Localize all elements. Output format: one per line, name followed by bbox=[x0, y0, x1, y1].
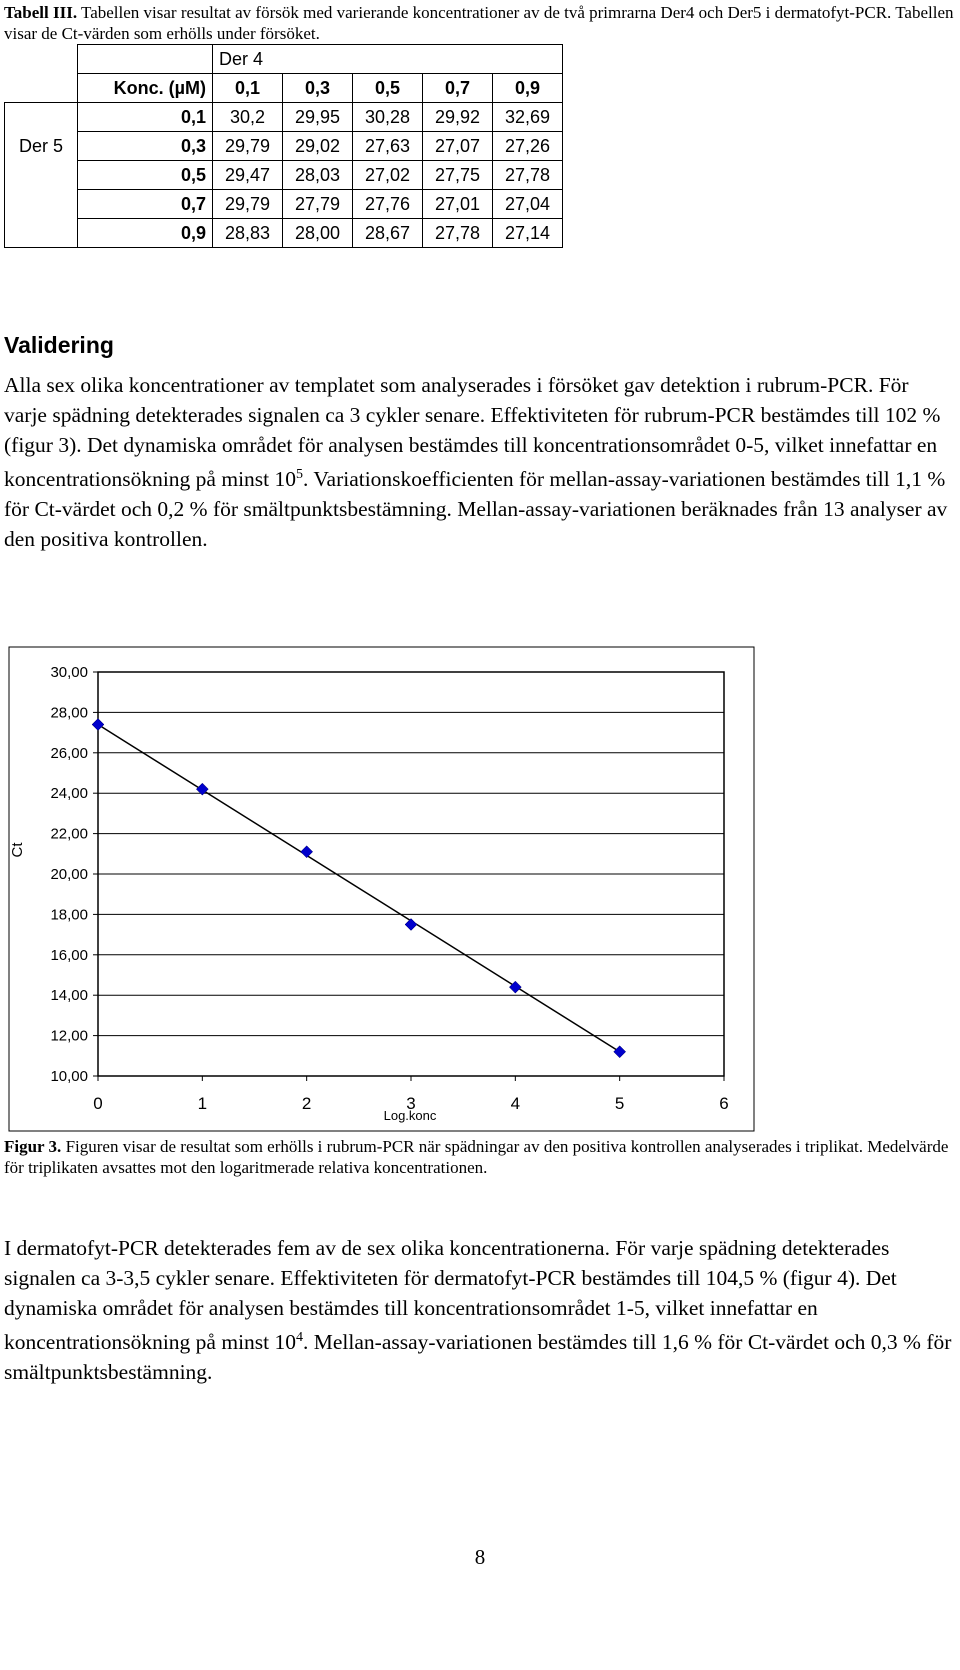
column-header: 0,3 bbox=[283, 74, 353, 103]
table-cell: 28,67 bbox=[353, 219, 423, 248]
table-cell: 27,14 bbox=[493, 219, 563, 248]
table-caption-text: Tabellen visar resultat av försök med varierande koncentrationer av de två primrarna Der4 och Der5 i dermatofyt-PCR. Tabellen visar de Ct-värden som erhölls under försöket. bbox=[4, 3, 954, 43]
x-axis-label: Log.konc bbox=[383, 1108, 437, 1123]
y-tick-label: 14,00 bbox=[50, 987, 88, 1005]
table-cell: 27,01 bbox=[423, 190, 493, 219]
y-tick-label: 16,00 bbox=[50, 946, 88, 964]
table-row bbox=[5, 103, 563, 132]
table-cell: 27,04 bbox=[493, 190, 563, 219]
table-row bbox=[5, 190, 563, 219]
row-label: 0,3 bbox=[78, 132, 213, 161]
table-cell: 27,78 bbox=[423, 219, 493, 248]
table-cell: 29,47 bbox=[213, 161, 283, 190]
table-cell: 30,28 bbox=[353, 103, 423, 132]
section-heading: Validering bbox=[4, 332, 114, 358]
table-row bbox=[5, 219, 563, 248]
table-header-row bbox=[5, 74, 563, 103]
paragraph-text: Alla sex olika koncentrationer av templatet som analyserades i försöket gav detektion i rubrum-PCR. För varje spädning detekterades signalen ca 3 cykler senare. Effektiviteten för rubrum-PCR bestämdes till 102 % (figur 3). Det dynamiska området för analysen bestämdes till koncentrationsområdet 0-5, vilket innefattar en koncentrationsökning på minst 10 bbox=[4, 373, 941, 492]
chart-frame bbox=[9, 647, 754, 1131]
ct-standard-curve-chart bbox=[0, 645, 960, 1135]
column-header: 0,9 bbox=[493, 74, 563, 103]
x-tick-label: 0 bbox=[93, 1094, 103, 1113]
y-tick-label: 26,00 bbox=[50, 744, 88, 762]
x-tick-label: 6 bbox=[719, 1094, 729, 1113]
table-cell: 27,79 bbox=[283, 190, 353, 219]
row-label: 0,7 bbox=[78, 190, 213, 219]
row-label: 0,1 bbox=[78, 103, 213, 132]
y-tick-label: 24,00 bbox=[50, 785, 88, 803]
data-point bbox=[301, 846, 313, 858]
table-cell: 29,79 bbox=[213, 132, 283, 161]
data-point bbox=[405, 919, 417, 931]
figure-caption-label: Figur 3. bbox=[4, 1137, 62, 1156]
table-cell: 32,69 bbox=[493, 103, 563, 132]
plot-area bbox=[50, 664, 728, 1113]
table-cell: 29,92 bbox=[423, 103, 493, 132]
row-label: 0,5 bbox=[78, 161, 213, 190]
figure-caption-text: Figuren visar de resultat som erhölls i rubrum-PCR när spädningar av den positiva kontrollen analyserades i triplikat. Medelvärde för triplikaten avsattes mot den logaritmerade relativa koncentrationen. bbox=[4, 1137, 949, 1177]
x-tick-label: 1 bbox=[197, 1094, 208, 1113]
table-cell: 30,2 bbox=[213, 103, 283, 132]
x-tick-label: 4 bbox=[510, 1094, 521, 1113]
paragraph-text: I dermatofyt-PCR detekterades fem av de sex olika koncentrationerna. För varje spädning detekterades signalen ca 3-3,5 cykler senare. Effektiviteten för dermatofyt-PCR bestämdes till 104,5 % (figur 4). Det dynamiska området för analysen bestämdes till koncentrationsområdet 1-5, vilket innefattar en koncentrationsökning på minst 10 bbox=[4, 1236, 897, 1355]
table-cell: 29,79 bbox=[213, 190, 283, 219]
corner-label: Konc. (µM) bbox=[78, 74, 213, 103]
table-cell: 29,02 bbox=[283, 132, 353, 161]
validation-paragraph bbox=[4, 370, 954, 554]
y-axis-label: Ct bbox=[9, 842, 26, 858]
table-cell: 29,95 bbox=[283, 103, 353, 132]
figure-caption bbox=[4, 1136, 954, 1178]
row-label: 0,9 bbox=[78, 219, 213, 248]
paragraph-text: . Variationskoefficienten för mellan-assay-variationen bestämdes till 1,1 % för Ct-värdet och 0,2 % för smältpunktsbestämning. Mellan-assay-variationen beräknades från 13 analyser av den positiva kontrollen. bbox=[4, 467, 948, 552]
table-cell: 27,63 bbox=[353, 132, 423, 161]
table-cell: 27,76 bbox=[353, 190, 423, 219]
paragraph-superscript: 4 bbox=[296, 1330, 304, 1345]
data-point bbox=[92, 719, 104, 731]
table-cell: 28,00 bbox=[283, 219, 353, 248]
column-header: 0,5 bbox=[353, 74, 423, 103]
row-group-label: Der 5 bbox=[5, 132, 78, 161]
x-tick-label: 2 bbox=[301, 1094, 312, 1113]
column-header: 0,7 bbox=[423, 74, 493, 103]
x-tick-label: 5 bbox=[614, 1094, 625, 1113]
table-cell: 28,03 bbox=[283, 161, 353, 190]
paragraph-superscript: 5 bbox=[296, 467, 304, 482]
y-tick-label: 18,00 bbox=[50, 906, 88, 924]
table-header-group-row bbox=[5, 45, 563, 74]
column-header: 0,1 bbox=[213, 74, 283, 103]
x-tick-label: 3 bbox=[406, 1094, 416, 1113]
table-cell: 27,07 bbox=[423, 132, 493, 161]
y-tick-label: 12,00 bbox=[50, 1027, 88, 1045]
trendline bbox=[98, 725, 620, 1052]
y-tick-label: 20,00 bbox=[50, 866, 88, 883]
col-group-label: Der 4 bbox=[213, 45, 563, 74]
table-row bbox=[5, 161, 563, 190]
table-cell: 28,83 bbox=[213, 219, 283, 248]
table-cell: 27,78 bbox=[493, 161, 563, 190]
table-row bbox=[5, 132, 563, 161]
y-tick-label: 22,00 bbox=[50, 825, 88, 843]
table-cell: 27,02 bbox=[353, 161, 423, 190]
paragraph-text: . Mellan-assay-variationen bestämdes till 1,6 % för Ct-värdet och 0,3 % för smältpunktsbestämning. bbox=[4, 1330, 952, 1385]
y-tick-label: 28,00 bbox=[50, 704, 88, 722]
dermatofyt-paragraph bbox=[4, 1233, 954, 1387]
table-caption bbox=[4, 2, 954, 44]
y-tick-label: 10,00 bbox=[50, 1068, 88, 1085]
y-tick-label: 30,00 bbox=[50, 664, 88, 681]
data-point bbox=[614, 1046, 626, 1058]
page-number: 8 bbox=[474, 1545, 486, 1569]
ct-value-table bbox=[4, 44, 563, 248]
table-cell: 27,26 bbox=[493, 132, 563, 161]
table-cell: 27,75 bbox=[423, 161, 493, 190]
table-caption-label: Tabell III. bbox=[4, 3, 78, 22]
